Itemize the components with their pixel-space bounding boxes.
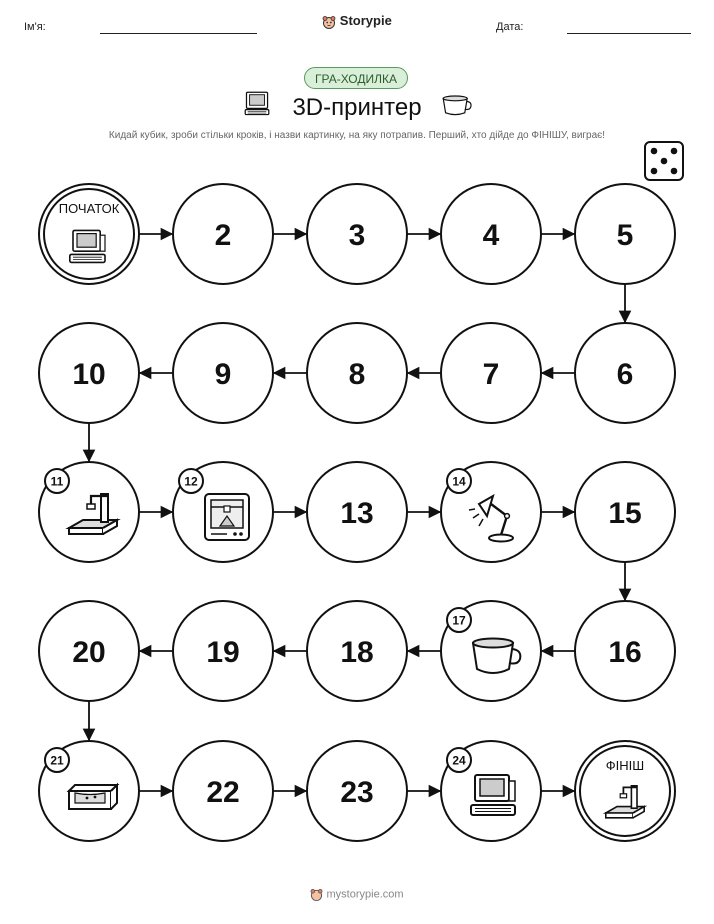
cell-number: 5	[616, 219, 634, 252]
board-cell-9	[173, 323, 273, 423]
board-cells	[39, 184, 675, 841]
cup-icon	[443, 96, 471, 115]
cell-number: 15	[608, 497, 642, 530]
3d-printer-icon	[205, 494, 249, 540]
storypie-mascot-icon	[310, 888, 323, 901]
cell-number: 17	[452, 613, 466, 628]
cell-number: 8	[348, 358, 366, 391]
start-label: ПОЧАТОК	[58, 201, 120, 216]
board-cell-3	[307, 184, 407, 284]
cell-number: 19	[206, 636, 240, 669]
cell-number: 9	[214, 358, 232, 391]
board-cell-25	[575, 741, 675, 841]
page-title: 3D-принтер	[292, 94, 422, 121]
board-cell-1	[39, 184, 139, 284]
cell-number: 11	[50, 474, 64, 489]
board-cell-18	[307, 601, 407, 701]
cell-number: 7	[482, 358, 500, 391]
board-cell-22	[173, 741, 273, 841]
board-cell-14	[441, 462, 541, 562]
date-label: Дата:	[496, 21, 524, 33]
board-cell-2	[173, 184, 273, 284]
cell-number: 22	[206, 776, 240, 809]
cell-number: 20	[72, 636, 106, 669]
computer-icon	[245, 92, 269, 114]
board-cell-17	[441, 601, 541, 701]
board-cell-20	[39, 601, 139, 701]
footer	[0, 888, 714, 901]
board-cell-7	[441, 323, 541, 423]
board-cell-5	[575, 184, 675, 284]
board-cell-12	[173, 462, 273, 562]
footer-url: mystorypie.com	[326, 888, 404, 901]
resin-tray-icon	[69, 785, 117, 809]
game-type-badge: ГРА-ХОДИЛКА	[304, 67, 408, 89]
cell-number: 6	[616, 358, 634, 391]
cell-number: 24	[452, 753, 466, 768]
brand-name: Storypie	[339, 13, 392, 28]
cell-number: 14	[452, 474, 466, 489]
computer-icon	[471, 775, 515, 815]
cell-number: 21	[50, 753, 64, 768]
board-cell-23	[307, 741, 407, 841]
board-cell-11	[39, 462, 139, 562]
cell-number: 18	[340, 636, 374, 669]
cell-number: 2	[214, 219, 232, 252]
cell-number: 3	[348, 219, 366, 252]
board-cell-15	[575, 462, 675, 562]
cell-number: 12	[184, 474, 198, 489]
computer-icon	[70, 230, 105, 262]
board-cell-21	[39, 741, 139, 841]
cell-number: 23	[340, 776, 374, 809]
board-cell-13	[307, 462, 407, 562]
finish-label: ФІНІШ	[605, 758, 645, 773]
board-cell-24	[441, 741, 541, 841]
dice-icon	[645, 142, 683, 180]
cell-number: 13	[340, 497, 374, 530]
instructions: Кидай кубик, зроби стільки кроків, і назви картинку, на яку потрапив. Перший, хто дійде до ФІНІШУ, виграє!	[108, 130, 606, 141]
cell-number: 10	[72, 358, 106, 391]
board-cell-8	[307, 323, 407, 423]
cell-number: 16	[608, 636, 642, 669]
cell-number: 4	[482, 219, 500, 252]
board-cell-16	[575, 601, 675, 701]
board-cell-19	[173, 601, 273, 701]
board-cell-4	[441, 184, 541, 284]
board-cell-10	[39, 323, 139, 423]
name-label: Ім'я:	[24, 21, 46, 33]
board-cell-6	[575, 323, 675, 423]
